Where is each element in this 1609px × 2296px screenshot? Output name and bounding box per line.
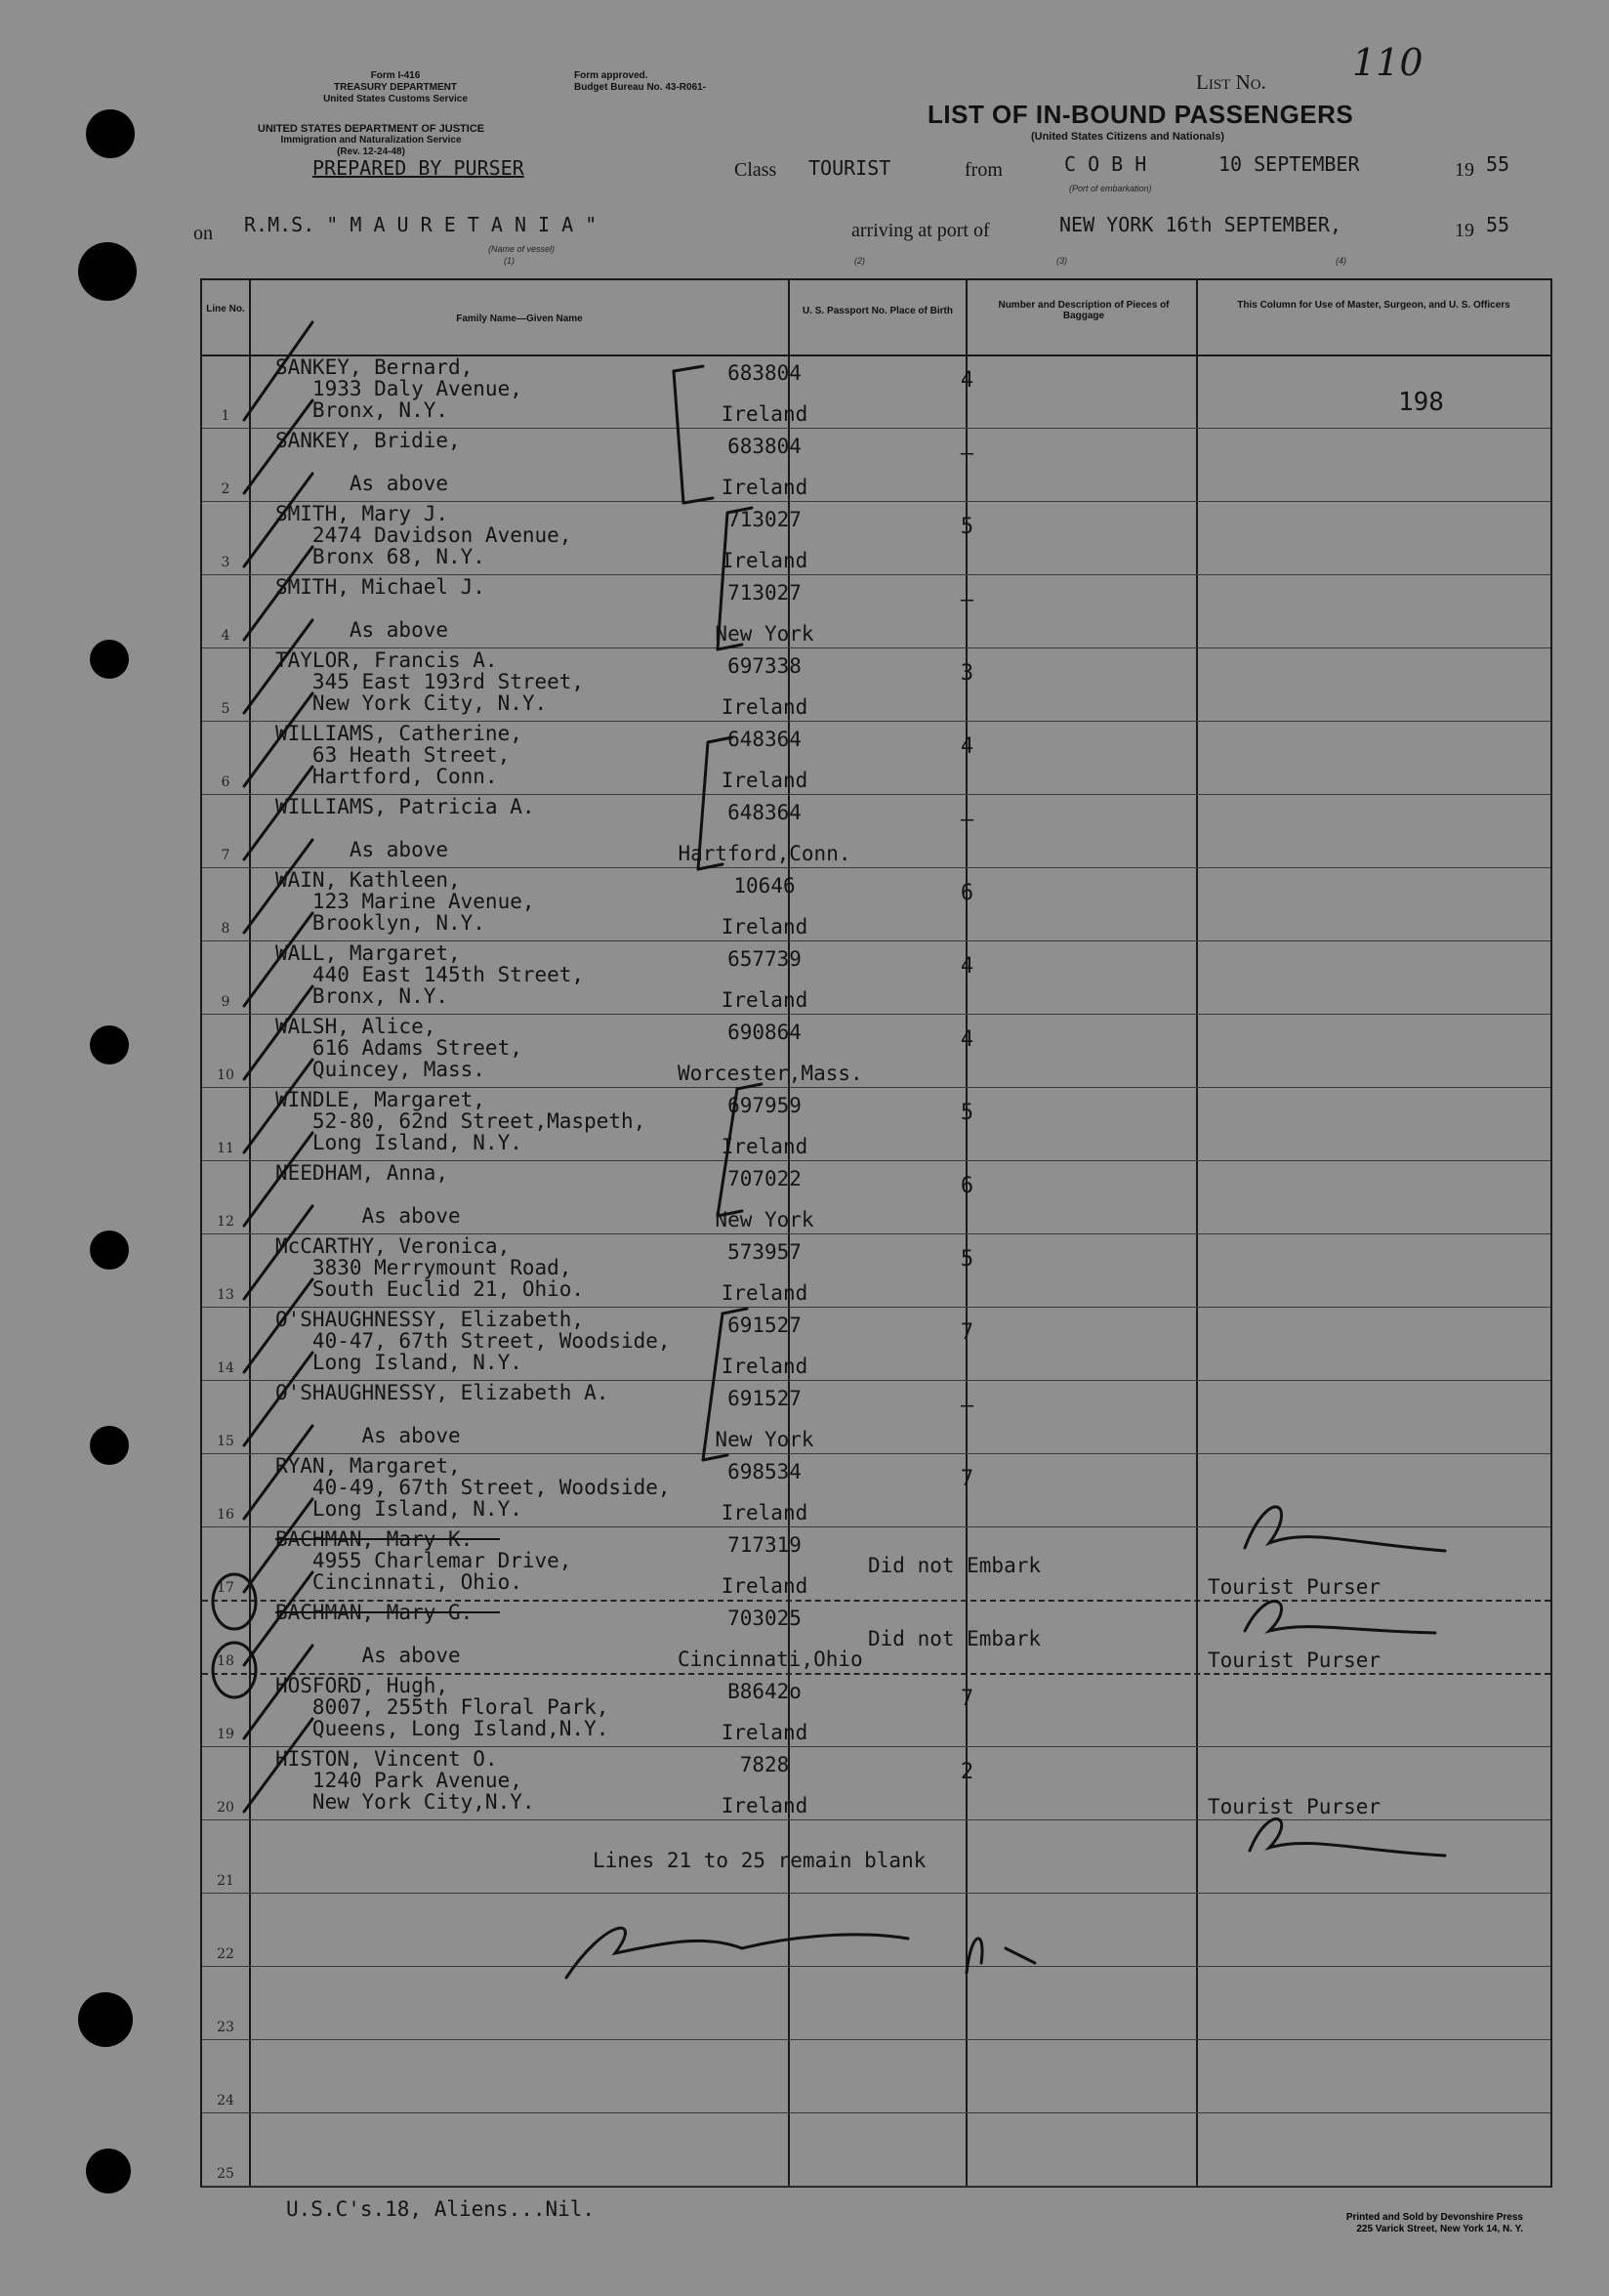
port-of-embarkation: C O B H bbox=[1064, 152, 1147, 176]
check-mark bbox=[244, 1279, 312, 1372]
purser-signature bbox=[1245, 1507, 1445, 1551]
place-of-birth: Ireland bbox=[721, 1721, 808, 1744]
passenger-name: RYAN, Margaret, 40-49, 67th Street, Woodside, Long Island, N.Y. bbox=[275, 1454, 671, 1521]
baggage-count: 3 bbox=[960, 661, 974, 686]
class-value: TOURIST bbox=[808, 156, 891, 180]
purser-title: Tourist Purser bbox=[1208, 1795, 1382, 1818]
passport-number: 691527 bbox=[727, 1387, 802, 1410]
place-of-birth: Ireland bbox=[721, 1574, 808, 1598]
line-number: 18 bbox=[217, 1653, 234, 1669]
passenger-name: WILLIAMS, Patricia A. As above bbox=[275, 795, 535, 861]
place-of-birth: Worcester,Mass. bbox=[678, 1062, 863, 1085]
passenger-name: WINDLE, Margaret, 52-80, 62nd Street,Maspeth, Long Island, N.Y. bbox=[275, 1088, 646, 1154]
line-number: 10 bbox=[217, 1067, 234, 1083]
place-of-birth: Ireland bbox=[721, 988, 808, 1012]
place-of-birth: Ireland bbox=[721, 1355, 808, 1378]
passenger-name: WALL, Margaret, 440 East 145th Street, Bronx, N.Y. bbox=[275, 941, 585, 1008]
check-mark bbox=[244, 322, 312, 420]
document-title: LIST OF IN-BOUND PASSENGERS bbox=[928, 100, 1354, 129]
line-number: 21 bbox=[217, 1873, 234, 1889]
place-of-birth: New York bbox=[715, 1428, 814, 1451]
passenger-name: WALSH, Alice, 616 Adams Street, Quincey, Mass. bbox=[275, 1015, 522, 1081]
check-mark bbox=[244, 474, 312, 566]
passport-number: 697338 bbox=[727, 654, 802, 678]
passenger-name: HISTON, Vincent O. 1240 Park Avenue, New York City,N.Y. bbox=[275, 1747, 535, 1814]
line-number: 19 bbox=[217, 1727, 234, 1742]
check-mark bbox=[244, 1572, 312, 1665]
line-number: 3 bbox=[221, 555, 230, 570]
line-number: 5 bbox=[221, 701, 230, 717]
purser-title: Tourist Purser bbox=[1208, 1649, 1382, 1672]
line-number: 22 bbox=[217, 1946, 234, 1962]
passport-number: 691527 bbox=[727, 1314, 802, 1337]
inspector-initials bbox=[967, 1939, 1035, 1973]
passport-number: 707022 bbox=[727, 1167, 802, 1190]
check-mark bbox=[244, 986, 312, 1079]
passenger-name: HOSFORD, Hugh, 8007, 255th Floral Park, Queens, Long Island,N.Y. bbox=[275, 1674, 609, 1740]
purser-title: Tourist Purser bbox=[1208, 1575, 1382, 1599]
check-mark bbox=[244, 620, 312, 713]
arriving-label: arriving at port of bbox=[851, 220, 990, 241]
passport-number: 683804 bbox=[727, 435, 802, 458]
baggage-count: – bbox=[960, 1394, 974, 1418]
list-no-label: List No. bbox=[1196, 70, 1266, 94]
passenger-name: SMITH, Michael J. As above bbox=[275, 575, 485, 642]
line-number: 25 bbox=[217, 2166, 234, 2182]
class-label: Class bbox=[734, 159, 777, 181]
line-number: 1 bbox=[221, 408, 230, 424]
column-number-3: (3) bbox=[1056, 256, 1067, 266]
column-number-2: (2) bbox=[854, 256, 865, 266]
line-number: 11 bbox=[217, 1141, 234, 1156]
passport-number: 7828 bbox=[739, 1753, 790, 1776]
arrival-year: 55 bbox=[1486, 213, 1510, 236]
baggage-count: 6 bbox=[960, 1174, 974, 1198]
line-number: 16 bbox=[217, 1507, 234, 1523]
header-line-no: Line No. bbox=[206, 304, 245, 314]
place-of-birth: Ireland bbox=[721, 769, 808, 792]
check-mark bbox=[244, 1426, 312, 1519]
baggage-count: 5 bbox=[960, 1101, 974, 1125]
passport-number: 648364 bbox=[727, 728, 802, 751]
passport-number: 657739 bbox=[727, 947, 802, 971]
passenger-name: BACHMAN, Mary G. As above bbox=[275, 1601, 474, 1667]
passenger-name: TAYLOR, Francis A. 345 East 193rd Street, New York City, N.Y. bbox=[275, 648, 585, 715]
remark: Did not Embark bbox=[868, 1627, 1042, 1650]
line-number: 8 bbox=[221, 921, 230, 937]
header-baggage: Number and Description of Pieces of Baggage bbox=[998, 300, 1170, 321]
family-bracket bbox=[718, 1084, 762, 1216]
passport-number: B8642o bbox=[727, 1680, 802, 1703]
line-number: 4 bbox=[221, 628, 230, 644]
place-of-birth: Ireland bbox=[721, 1794, 808, 1817]
line-number: 2 bbox=[221, 481, 230, 497]
arrival-port-date: NEW YORK 16th SEPTEMBER, bbox=[1059, 213, 1341, 236]
passport-number: 648364 bbox=[727, 801, 802, 824]
family-bracket bbox=[718, 508, 752, 649]
baggage-count: 4 bbox=[960, 734, 974, 759]
line-number: 13 bbox=[217, 1287, 234, 1303]
on-label: on bbox=[193, 223, 213, 244]
passport-number: 703025 bbox=[727, 1607, 802, 1630]
place-of-birth: Cincinnati,Ohio bbox=[678, 1648, 863, 1671]
line-number: 15 bbox=[217, 1434, 234, 1449]
place-of-birth: Ireland bbox=[721, 1281, 808, 1305]
baggage-count: – bbox=[960, 588, 974, 612]
baggage-count: 5 bbox=[960, 515, 974, 539]
check-mark bbox=[244, 693, 312, 786]
baggage-count: – bbox=[960, 441, 974, 466]
check-mark bbox=[244, 1206, 312, 1299]
list-no-value: 110 bbox=[1352, 41, 1423, 84]
header-passport: U. S. Passport No. Place of Birth bbox=[803, 306, 953, 316]
line-number: 17 bbox=[217, 1580, 234, 1596]
place-of-birth: Ireland bbox=[721, 476, 808, 499]
baggage-count: 7 bbox=[960, 1320, 974, 1345]
from-label: from bbox=[965, 159, 1003, 181]
passport-number: 717319 bbox=[727, 1533, 802, 1557]
printer-imprint bbox=[1191, 2212, 1523, 2235]
passenger-name: NEEDHAM, Anna, As above bbox=[275, 1161, 461, 1228]
form-number: Form I-416 bbox=[370, 70, 421, 81]
officer-note: 198 bbox=[1398, 388, 1444, 417]
place-of-birth: Ireland bbox=[721, 402, 808, 426]
passenger-name: SANKEY, Bernard, 1933 Daly Avenue, Bronx, N.Y. bbox=[275, 355, 522, 422]
revision-label: (Rev. 12-24-48) bbox=[337, 146, 405, 157]
blank-lines-note: Lines 21 to 25 remain blank bbox=[593, 1849, 927, 1872]
passenger-name: SANKEY, Bridie, As above bbox=[275, 429, 461, 495]
purser-signature bbox=[1245, 1602, 1435, 1633]
passport-number: 10646 bbox=[733, 874, 796, 898]
port-caption: (Port of embarkation) bbox=[1069, 184, 1152, 193]
vessel-caption: (Name of vessel) bbox=[488, 244, 556, 254]
family-bracket bbox=[703, 1309, 747, 1460]
line-number: 9 bbox=[221, 994, 230, 1010]
place-of-birth: Ireland bbox=[721, 695, 808, 719]
check-mark bbox=[244, 1499, 312, 1592]
baggage-count: 7 bbox=[960, 1687, 974, 1711]
passport-number: 573957 bbox=[727, 1240, 802, 1264]
baggage-count: 4 bbox=[960, 368, 974, 393]
customs-label: United States Customs Service bbox=[323, 94, 468, 104]
vessel-name: R.M.S. " M A U R E T A N I A " bbox=[244, 213, 598, 236]
approved-label: Form approved. bbox=[574, 70, 648, 81]
baggage-count: 2 bbox=[960, 1760, 974, 1784]
doj-label: UNITED STATES DEPARTMENT OF JUSTICE bbox=[257, 123, 485, 135]
check-mark bbox=[244, 767, 312, 859]
passport-number: 683804 bbox=[727, 361, 802, 385]
family-bracket bbox=[698, 737, 732, 869]
place-of-birth: New York bbox=[715, 622, 814, 646]
passenger-name: O'SHAUGHNESSY, Elizabeth, 40-47, 67th Street, Woodside, Long Island, N.Y. bbox=[275, 1308, 671, 1374]
remark: Did not Embark bbox=[868, 1554, 1042, 1577]
column-number-4: (4) bbox=[1336, 256, 1346, 266]
vessel-caption-number: (1) bbox=[504, 256, 515, 266]
baggage-count: 4 bbox=[960, 1027, 974, 1052]
baggage-count: – bbox=[960, 808, 974, 832]
place-of-birth: Ireland bbox=[721, 915, 808, 939]
check-mark bbox=[244, 400, 312, 493]
check-mark bbox=[244, 1060, 312, 1152]
check-mark bbox=[244, 1133, 312, 1226]
header-name: Family Name—Given Name bbox=[456, 313, 583, 324]
arrival-year-prefix: 19 bbox=[1455, 220, 1474, 241]
place-of-birth: Ireland bbox=[721, 549, 808, 572]
prepared-by-purser: PREPARED BY PURSER bbox=[312, 156, 524, 180]
baggage-count: 7 bbox=[960, 1467, 974, 1491]
passport-number: 690864 bbox=[727, 1021, 802, 1044]
printer-line: Printed and Sold by Devonshire Press bbox=[1345, 2212, 1523, 2223]
printer-address: 225 Varick Street, New York 14, N. Y. bbox=[1356, 2224, 1523, 2234]
passenger-name: WAIN, Kathleen, 123 Marine Avenue, Brooklyn, N.Y. bbox=[275, 868, 535, 935]
line-number: 20 bbox=[217, 1800, 234, 1816]
line-number: 6 bbox=[221, 774, 230, 790]
check-mark bbox=[244, 1353, 312, 1445]
check-mark bbox=[244, 913, 312, 1006]
place-of-birth: Hartford,Conn. bbox=[678, 842, 851, 865]
ins-label: Immigration and Naturalization Service bbox=[280, 135, 462, 146]
passenger-name: McCARTHY, Veronica, 3830 Merrymount Road, South Euclid 21, Ohio. bbox=[275, 1234, 585, 1301]
purser-signature bbox=[1250, 1819, 1445, 1856]
family-bracket bbox=[674, 366, 713, 503]
line-number: 23 bbox=[217, 2020, 234, 2035]
budget-bureau-label: Budget Bureau No. 43-R061- bbox=[574, 82, 707, 93]
passport-number: 697959 bbox=[727, 1094, 802, 1117]
passenger-name: BACHMAN, Mary K. 4955 Charlemar Drive, Cincinnati, Ohio. bbox=[275, 1527, 572, 1594]
passenger-name: SMITH, Mary J. 2474 Davidson Avenue, Bronx 68, N.Y. bbox=[275, 502, 572, 568]
footer-summary: U.S.C's.18, Aliens...Nil. bbox=[286, 2197, 596, 2221]
embarkation-date: 10 SEPTEMBER bbox=[1218, 152, 1360, 176]
circle-mark bbox=[213, 1574, 256, 1629]
check-mark bbox=[244, 840, 312, 933]
baggage-count: 4 bbox=[960, 954, 974, 979]
passport-number: 698534 bbox=[727, 1460, 802, 1483]
treasury-label: TREASURY DEPARTMENT bbox=[334, 82, 457, 93]
check-mark bbox=[244, 547, 312, 640]
check-mark bbox=[244, 1719, 312, 1812]
embarkation-year-prefix: 19 bbox=[1455, 159, 1474, 181]
passenger-name: O'SHAUGHNESSY, Elizabeth A. As above bbox=[275, 1381, 609, 1447]
circle-mark bbox=[213, 1643, 256, 1697]
passenger-name: WILLIAMS, Catherine, 63 Heath Street, Hartford, Conn. bbox=[275, 722, 522, 788]
inspector-signature bbox=[566, 1928, 908, 1978]
line-number: 7 bbox=[221, 848, 230, 863]
line-number: 14 bbox=[217, 1360, 234, 1376]
passport-number: 713027 bbox=[727, 581, 802, 605]
place-of-birth: Ireland bbox=[721, 1501, 808, 1524]
line-number: 12 bbox=[217, 1214, 234, 1230]
baggage-count: 5 bbox=[960, 1247, 974, 1272]
header-officers: This Column for Use of Master, Surgeon, and U. S. Officers bbox=[1237, 300, 1510, 311]
line-number: 24 bbox=[217, 2093, 234, 2108]
embarkation-year: 55 bbox=[1486, 152, 1510, 176]
passport-number: 713027 bbox=[727, 508, 802, 531]
place-of-birth: New York bbox=[715, 1208, 814, 1231]
place-of-birth: Ireland bbox=[721, 1135, 808, 1158]
baggage-count: 6 bbox=[960, 881, 974, 905]
document-subtitle: (United States Citizens and Nationals) bbox=[1030, 131, 1225, 143]
